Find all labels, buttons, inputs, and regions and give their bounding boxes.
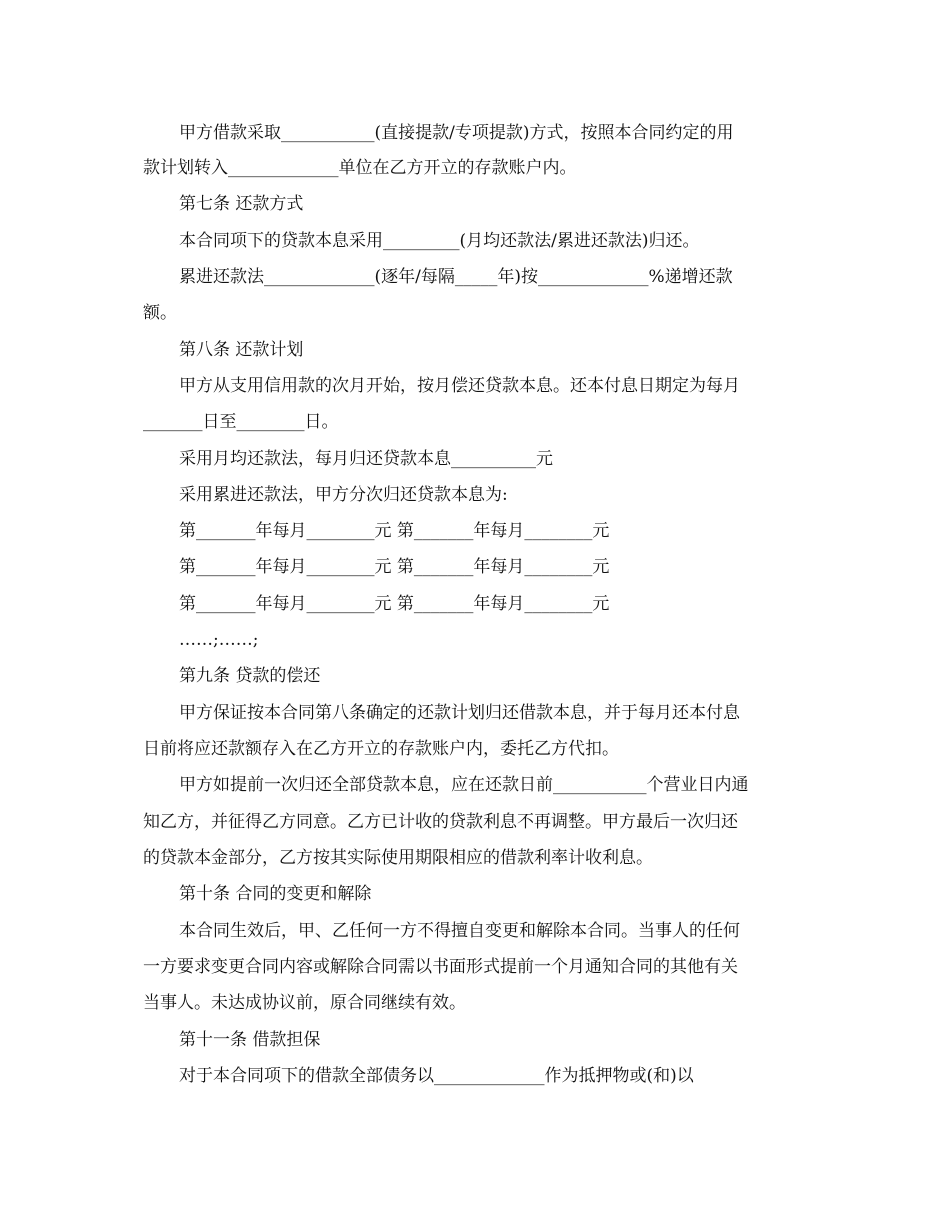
paragraph-line: 采用月均还款法，每月归还贷款本息__________元 <box>179 449 553 469</box>
paragraph-line: 甲方如提前一次归还全部贷款本息，应在还款日前___________个营业日内通 <box>179 775 749 795</box>
paragraph-line: 第_______年每月________元 第_______年每月________元 <box>179 594 610 614</box>
paragraph-line: 甲方借款采取___________(直接提款/专项提款)方式，按照本合同约定的用 <box>179 123 734 143</box>
section-heading: 第十一条 借款担保 <box>179 1030 321 1050</box>
paragraph-line: 一方要求变更合同内容或解除合同需以书面形式提前一个月通知合同的其他有关 <box>143 957 738 977</box>
paragraph-line: _______日至________日。 <box>143 412 339 432</box>
section-heading: 第九条 贷款的偿还 <box>179 666 321 686</box>
paragraph-line: 本合同生效后，甲、乙任何一方不得擅自变更和解除本合同。当事人的任何 <box>179 921 740 941</box>
paragraph-line: 甲方保证按本合同第八条确定的还款计划归还借款本息，并于每月还本付息 <box>179 703 740 723</box>
paragraph-line: 款计划转入_____________单位在乙方开立的存款账户内。 <box>143 158 577 178</box>
section-heading: 第七条 还款方式 <box>179 194 304 214</box>
section-heading: 第十条 合同的变更和解除 <box>179 884 372 904</box>
paragraph-line: 第_______年每月________元 第_______年每月________元 <box>179 521 610 541</box>
section-heading: 第八条 还款计划 <box>179 340 304 360</box>
paragraph-line: 本合同项下的贷款本息采用_________(月均还款法/累进还款法)归还。 <box>179 231 700 251</box>
paragraph-line: 当事人。未达成协议前，原合同继续有效。 <box>143 993 466 1013</box>
paragraph-line: 甲方从支用信用款的次月开始，按月偿还贷款本息。还本付息日期定为每月 <box>179 376 740 396</box>
paragraph-line: 累进还款法_____________(逐年/每隔_____年)按_____________%递增还款 <box>179 267 733 287</box>
paragraph-line: 采用累进还款法，甲方分次归还贷款本息为: <box>179 485 508 505</box>
paragraph-line: 日前将应还款额存入在乙方开立的存款账户内，委托乙方代扣。 <box>143 739 619 759</box>
paragraph-line: ……;……; <box>179 630 259 650</box>
paragraph-line: 第_______年每月________元 第_______年每月________元 <box>179 557 610 577</box>
paragraph-line: 对于本合同项下的借款全部债务以_____________作为抵押物或(和)以 <box>179 1066 694 1086</box>
paragraph-line: 的贷款本金部分，乙方按其实际使用期限相应的借款利率计收利息。 <box>143 848 653 868</box>
paragraph-line: 知乙方，并征得乙方同意。乙方已计收的贷款利息不再调整。甲方最后一次归还 <box>143 812 738 832</box>
paragraph-line: 额。 <box>143 303 177 323</box>
